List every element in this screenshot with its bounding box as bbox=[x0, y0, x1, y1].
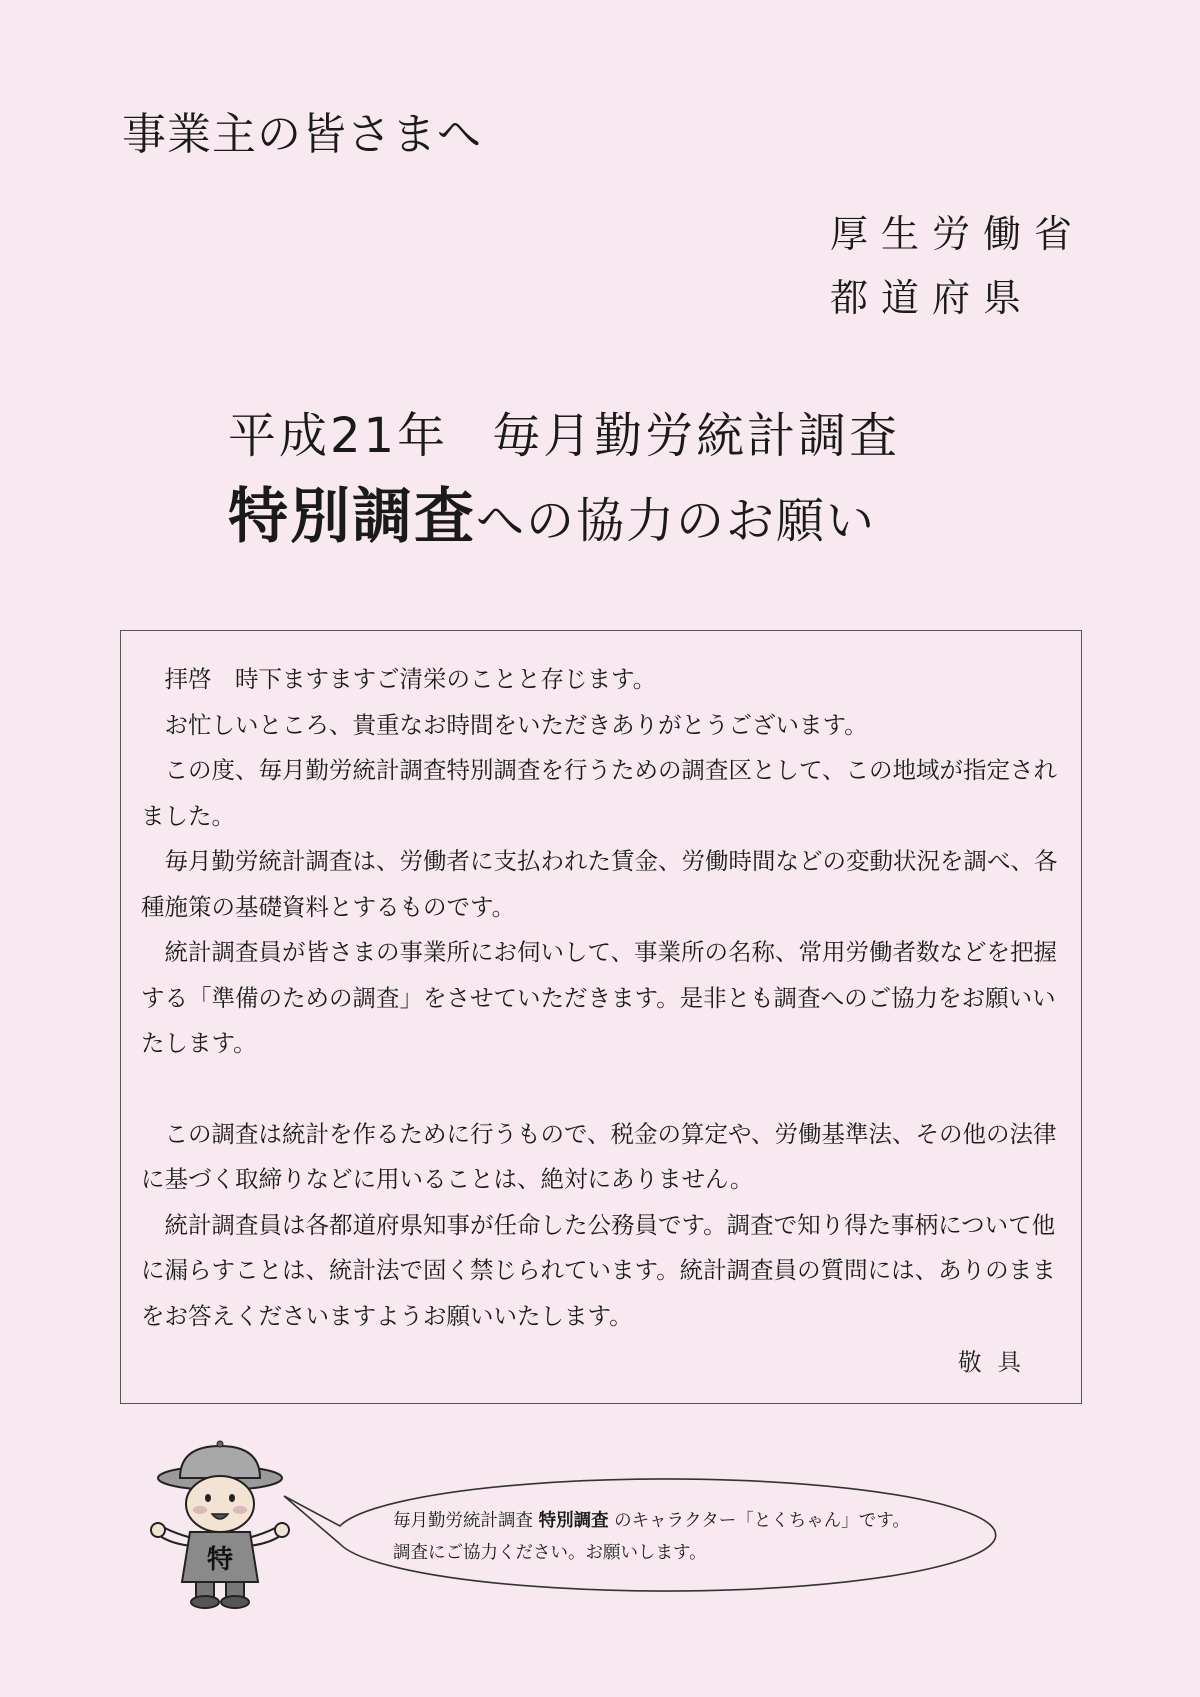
title-request: への協力のお願い bbox=[476, 493, 877, 549]
letter-paragraph: この度、毎月勤労統計調査特別調査を行うための調査区として、この地域が指定されました。 bbox=[141, 756, 1058, 830]
title-special-survey: 特別調査 bbox=[228, 482, 476, 552]
letter-paragraph: 毎月勤労統計調査は、労働者に支払われた賃金、労働時間などの変動状況を調べ、各種施策の基礎資料とするものです。 bbox=[141, 847, 1058, 921]
title-survey-name: 毎月勤労統計調査 bbox=[492, 408, 901, 464]
salutation: 事業主の皆さまへ bbox=[122, 109, 482, 160]
sender-ministry: 厚生労働省 bbox=[829, 212, 1085, 256]
title-year: 平成21年 bbox=[228, 408, 449, 464]
speech-line-1: 毎月勤労統計調査 特別調査 のキャラクター「とくちゃん」です。 bbox=[393, 1511, 910, 1531]
letter-paragraph: 統計調査員が皆さまの事業所にお伺いして、事業所の名称、常用労働者数などを把握する「準備のための調査」をさせていただきます。是非とも調査へのご協力をお願いいたします。 bbox=[141, 938, 1058, 1057]
sender-prefecture: 都道府県 bbox=[829, 276, 1034, 320]
speech-line-2: 調査にご協力ください。お願いします。 bbox=[393, 1543, 707, 1563]
letter-paragraph: 統計調査員は各都道府県知事が任命した公務員です。調査で知り得た事柄について他に漏らすことは、統計法で固く禁じられています。統計調査員の質問には、ありのままをお答えくださいますようお願いいたします。 bbox=[141, 1210, 1056, 1330]
letter-box bbox=[120, 630, 1082, 1404]
letter-paragraph: この調査は統計を作るために行うもので、税金の算定や、労働基準法、その他の法律に基づく取締りなどに用いることは、絶対にありません。 bbox=[141, 1119, 1057, 1193]
mascot-tokuchan-icon bbox=[150, 1440, 290, 1610]
letter-paragraph: お忙しいところ、貴重なお時間をいただきありがとうございます。 bbox=[164, 710, 868, 739]
speech-text bbox=[393, 1505, 910, 1569]
title-line-1 bbox=[228, 397, 900, 466]
letter-paragraph: 拝啓 時下ますますご清栄のことと存じます。 bbox=[164, 665, 657, 693]
title-line-2 bbox=[228, 482, 876, 567]
mascot-badge-char: 特 bbox=[206, 1545, 234, 1575]
sender-block bbox=[830, 202, 1085, 330]
letter-closing: 敬具 bbox=[958, 1348, 1037, 1376]
